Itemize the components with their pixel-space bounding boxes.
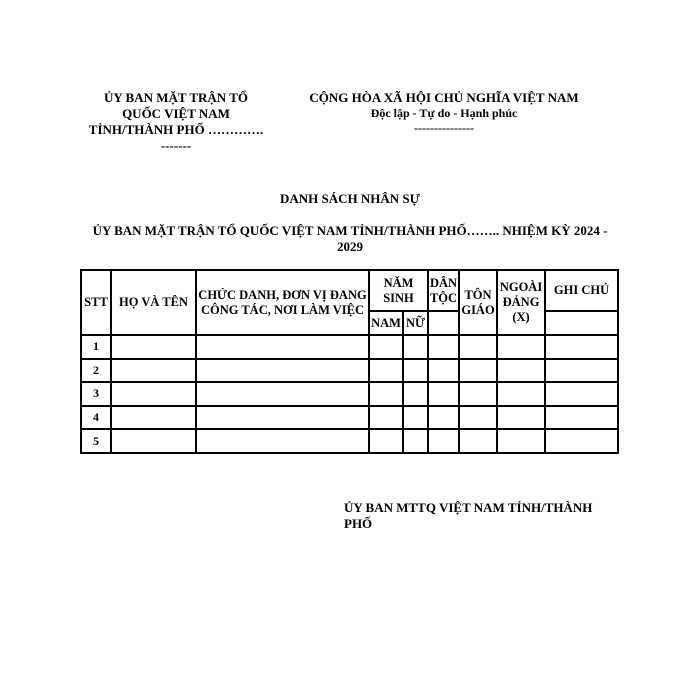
- signature-line-2: PHỐ: [344, 516, 373, 531]
- personnel-table: [80, 269, 619, 454]
- table-row: [81, 406, 618, 430]
- agency-divider: -------: [160, 138, 192, 153]
- header-birth-year: NĂM SINH: [369, 270, 428, 311]
- document-subtitle: ỦY BAN MẶT TRẬN TỔ QUỐC VIỆT NAM TỈNH/THÀNH PHỐ…….. NHIỆM KỲ 2024 - 2029: [92, 223, 608, 254]
- header-note-blank: [545, 311, 618, 335]
- cell-male[interactable]: [369, 382, 403, 406]
- agency-line-1: ỦY BAN MẶT TRẬN TỔ: [104, 90, 248, 105]
- table-row: [81, 359, 618, 383]
- table-row: [81, 382, 618, 406]
- cell-female[interactable]: [403, 406, 428, 430]
- cell-party[interactable]: [497, 335, 545, 359]
- cell-female[interactable]: [403, 335, 428, 359]
- cell-note[interactable]: [545, 429, 618, 453]
- document-title: DANH SÁCH NHÂN SỰ: [280, 191, 420, 206]
- signature-line-1: ỦY BAN MTTQ VIỆT NAM TỈNH/THÀNH: [344, 500, 593, 515]
- header-ethnicity: DÂN TỘC: [428, 270, 459, 311]
- cell-party[interactable]: [497, 359, 545, 383]
- row-number: 2: [81, 359, 111, 383]
- cell-note[interactable]: [545, 406, 618, 430]
- cell-female[interactable]: [403, 429, 428, 453]
- cell-note[interactable]: [545, 335, 618, 359]
- cell-position[interactable]: [196, 406, 369, 430]
- cell-male[interactable]: [369, 406, 403, 430]
- row-number: 5: [81, 429, 111, 453]
- cell-religion[interactable]: [459, 406, 497, 430]
- cell-name[interactable]: [111, 406, 196, 430]
- row-number: 1: [81, 335, 111, 359]
- cell-name[interactable]: [111, 335, 196, 359]
- agency-line-3: TỈNH/THÀNH PHỐ ………….: [88, 122, 264, 137]
- cell-religion[interactable]: [459, 359, 497, 383]
- cell-religion[interactable]: [459, 429, 497, 453]
- issuing-agency-header: [78, 90, 274, 154]
- cell-ethnicity[interactable]: [428, 335, 459, 359]
- cell-position[interactable]: [196, 429, 369, 453]
- cell-ethnicity[interactable]: [428, 406, 459, 430]
- header-party: NGOÀI ĐẢNG (X): [497, 270, 545, 335]
- cell-ethnicity[interactable]: [428, 382, 459, 406]
- header-female: NỮ: [403, 311, 428, 335]
- national-motto: Độc lập - Tự do - Hạnh phúc: [370, 106, 518, 120]
- cell-party[interactable]: [497, 382, 545, 406]
- cell-name[interactable]: [111, 359, 196, 383]
- cell-female[interactable]: [403, 359, 428, 383]
- header-position: CHỨC DANH, ĐƠN VỊ ĐANG CÔNG TÁC, NƠI LÀM VIỆC: [196, 270, 369, 335]
- cell-note[interactable]: [545, 382, 618, 406]
- agency-line-2: QUỐC VIỆT NAM: [122, 106, 230, 121]
- header-male: NAM: [369, 311, 403, 335]
- cell-note[interactable]: [545, 359, 618, 383]
- cell-ethnicity[interactable]: [428, 359, 459, 383]
- signature-block: [344, 500, 624, 532]
- motto-divider: ---------------: [414, 121, 474, 135]
- header-name: HỌ VÀ TÊN: [111, 270, 196, 335]
- cell-name[interactable]: [111, 382, 196, 406]
- row-number: 3: [81, 382, 111, 406]
- header-religion: TÔN GIÁO: [459, 270, 497, 335]
- cell-position[interactable]: [196, 359, 369, 383]
- header-note: GHI CHÚ: [545, 270, 618, 311]
- cell-party[interactable]: [497, 406, 545, 430]
- cell-position[interactable]: [196, 382, 369, 406]
- cell-party[interactable]: [497, 429, 545, 453]
- cell-religion[interactable]: [459, 335, 497, 359]
- cell-religion[interactable]: [459, 382, 497, 406]
- table-row: [81, 335, 618, 359]
- cell-position[interactable]: [196, 335, 369, 359]
- header-ethnicity-blank: [428, 311, 459, 335]
- cell-female[interactable]: [403, 382, 428, 406]
- cell-ethnicity[interactable]: [428, 429, 459, 453]
- table-row: [81, 429, 618, 453]
- cell-male[interactable]: [369, 335, 403, 359]
- cell-male[interactable]: [369, 429, 403, 453]
- cell-male[interactable]: [369, 359, 403, 383]
- header-stt: STT: [81, 270, 111, 335]
- cell-name[interactable]: [111, 429, 196, 453]
- national-title: CỘNG HÒA XÃ HỘI CHỦ NGHĨA VIỆT NAM: [309, 90, 579, 105]
- row-number: 4: [81, 406, 111, 430]
- national-motto-header: [296, 90, 592, 135]
